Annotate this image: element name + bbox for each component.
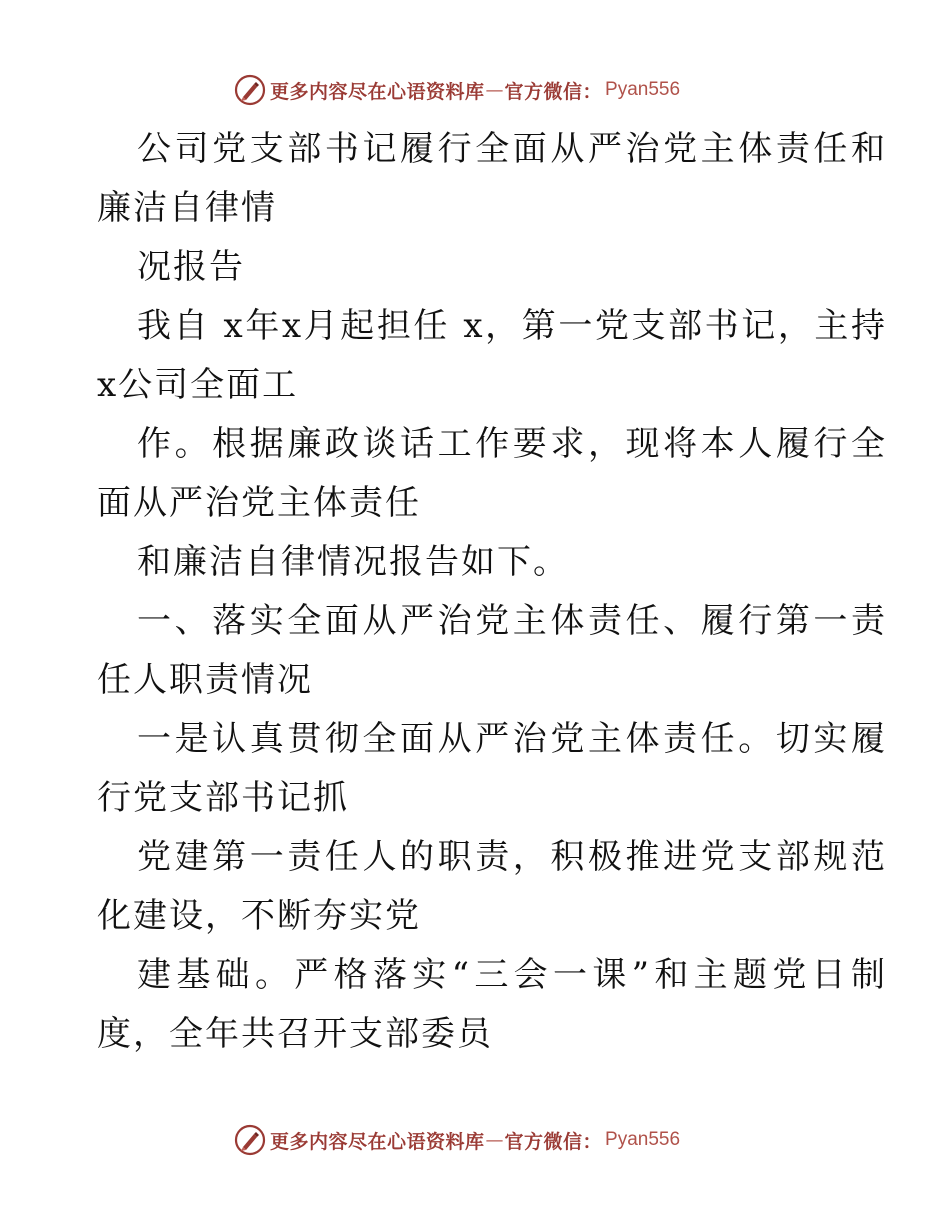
watermark-dash: — bbox=[485, 79, 504, 101]
paragraph-title-cont: 况报告 bbox=[137, 247, 245, 287]
watermark-text: 更多内容尽在心语资料库 bbox=[270, 80, 485, 103]
watermark-id: Pyan556 bbox=[605, 79, 681, 100]
watermark-label: 官方微信： bbox=[504, 1130, 603, 1153]
paragraph-point-1: 一是认真贯彻全面从严治党主体责任。切实履行党支部书记抓 bbox=[97, 719, 887, 818]
pen-logo-icon bbox=[234, 74, 266, 106]
document-body bbox=[97, 120, 887, 1064]
paragraph-point-1-cont: 党建第一责任人的职责，积极推进党支部规范化建设，不断夯实党 bbox=[97, 837, 887, 936]
watermark-text: 更多内容尽在心语资料库 bbox=[270, 1130, 485, 1153]
paragraph-title: 公司党支部书记履行全面从严治党主体责任和廉洁自律情 bbox=[97, 129, 887, 228]
header-watermark bbox=[234, 72, 680, 108]
footer-watermark bbox=[234, 1122, 680, 1158]
watermark-id: Pyan556 bbox=[605, 1129, 681, 1150]
paragraph-point-1-end: 建基础。严格落实“三会一课”和主题党日制度，全年共召开支部委员 bbox=[97, 955, 887, 1054]
paragraph-intro-end: 和廉洁自律情况报告如下。 bbox=[137, 542, 569, 582]
paragraph-intro-cont: 作。根据廉政谈话工作要求，现将本人履行全面从严治党主体责任 bbox=[97, 424, 887, 523]
section-heading-1: 一、落实全面从严治党主体责任、履行第一责任人职责情况 bbox=[97, 601, 887, 700]
watermark-dash: — bbox=[485, 1129, 504, 1151]
watermark-label: 官方微信： bbox=[504, 80, 603, 103]
pen-logo-icon bbox=[234, 1124, 266, 1156]
paragraph-intro: 我自 x年x月起担任 x，第一党支部书记，主持 x公司全面工 bbox=[97, 306, 887, 405]
